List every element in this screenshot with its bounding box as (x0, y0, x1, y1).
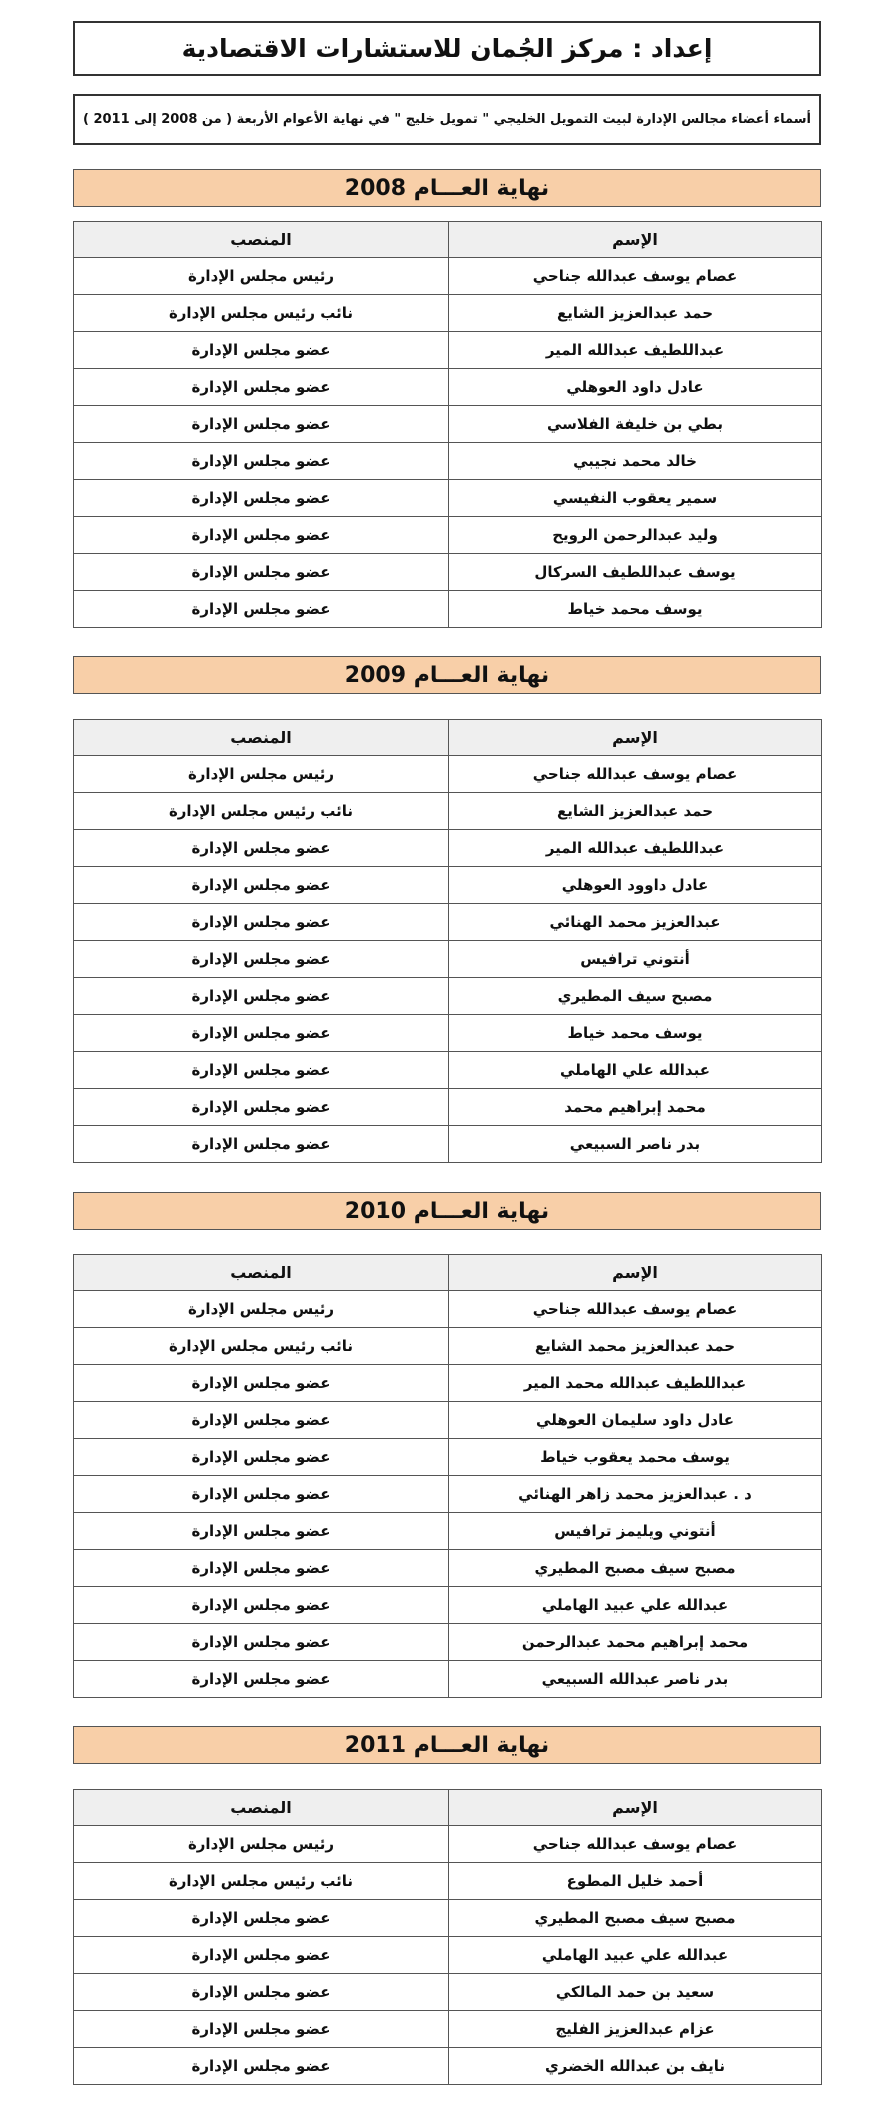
table-row (74, 941, 822, 978)
member-position: عضو مجلس الإدارة (74, 1587, 449, 1624)
member-name: عبدالله علي عبيد الهاملي (449, 1587, 822, 1624)
member-position: عضو مجلس الإدارة (74, 867, 449, 904)
member-name: بطي بن خليفة الفلاسي (449, 406, 822, 443)
member-name: محمد إبراهيم محمد (449, 1089, 822, 1126)
member-position: عضو مجلس الإدارة (74, 1439, 449, 1476)
table-row (74, 1826, 822, 1863)
member-name: بدر ناصر السبيعي (449, 1126, 822, 1163)
year-label-text: نهاية العـــام (413, 1732, 550, 1758)
position-column-header: المنصب (74, 222, 449, 258)
member-name: محمد إبراهيم محمد عبدالرحمن (449, 1624, 822, 1661)
member-position: عضو مجلس الإدارة (74, 591, 449, 628)
table-row (74, 1291, 822, 1328)
board-table-2009 (73, 719, 822, 1163)
year-bar-2011 (73, 1726, 821, 1764)
table-row (74, 1900, 822, 1937)
member-position: نائب رئيس مجلس الإدارة (74, 295, 449, 332)
table-row (74, 1661, 822, 1698)
table-header-row (74, 1790, 822, 1826)
member-position: عضو مجلس الإدارة (74, 1900, 449, 1937)
member-position: عضو مجلس الإدارة (74, 941, 449, 978)
member-name: حمد عبدالعزيز الشايع (449, 295, 822, 332)
position-column-header: المنصب (74, 720, 449, 756)
year-label-text: نهاية العـــام (413, 1198, 550, 1224)
member-position: عضو مجلس الإدارة (74, 1015, 449, 1052)
table-row (74, 1328, 822, 1365)
year-label (345, 1733, 549, 1758)
member-position: نائب رئيس مجلس الإدارة (74, 793, 449, 830)
year-number: 2009 (344, 662, 407, 688)
member-position: عضو مجلس الإدارة (74, 1402, 449, 1439)
position-column-header: المنصب (74, 1790, 449, 1826)
member-position: عضو مجلس الإدارة (74, 1937, 449, 1974)
member-name: يوسف محمد يعقوب خياط (449, 1439, 822, 1476)
table-row (74, 1587, 822, 1624)
member-position: عضو مجلس الإدارة (74, 480, 449, 517)
member-position: عضو مجلس الإدارة (74, 978, 449, 1015)
member-position: عضو مجلس الإدارة (74, 904, 449, 941)
member-position: عضو مجلس الإدارة (74, 1089, 449, 1126)
member-position: عضو مجلس الإدارة (74, 1476, 449, 1513)
board-table-2008 (73, 221, 822, 628)
member-position: رئيس مجلس الإدارة (74, 756, 449, 793)
member-name: عادل داوود العوهلي (449, 867, 822, 904)
table-header-row (74, 720, 822, 756)
table-row (74, 1863, 822, 1900)
year-label (345, 176, 549, 201)
member-name: مصبح سيف المطيري (449, 978, 822, 1015)
year-label (345, 663, 549, 688)
member-name: يوسف محمد خياط (449, 1015, 822, 1052)
member-name: مصبح سيف مصبح المطيري (449, 1550, 822, 1587)
year-number: 2008 (344, 175, 407, 201)
member-name: حمد عبدالعزيز محمد الشايع (449, 1328, 822, 1365)
table-row (74, 793, 822, 830)
member-name: أنتوني ويليمز ترافيس (449, 1513, 822, 1550)
table-row (74, 1089, 822, 1126)
table-row (74, 1126, 822, 1163)
year-label-text: نهاية العـــام (413, 175, 550, 201)
table-row (74, 1402, 822, 1439)
board-table-2011 (73, 1789, 822, 2085)
member-position: رئيس مجلس الإدارة (74, 1826, 449, 1863)
table-row (74, 1513, 822, 1550)
year-number: 2011 (344, 1732, 407, 1758)
member-position: عضو مجلس الإدارة (74, 2048, 449, 2085)
table-row (74, 756, 822, 793)
year-label (345, 1199, 549, 1224)
member-position: عضو مجلس الإدارة (74, 1624, 449, 1661)
member-name: عبدالله علي الهاملي (449, 1052, 822, 1089)
year-number: 2010 (344, 1198, 407, 1224)
member-name: نايف بن عبدالله الخضري (449, 2048, 822, 2085)
member-position: عضو مجلس الإدارة (74, 1661, 449, 1698)
year-bar-2008 (73, 169, 821, 207)
member-name: عزام عبدالعزيز الفليج (449, 2011, 822, 2048)
report-subtitle (73, 94, 821, 145)
table-row (74, 1937, 822, 1974)
member-name: عصام يوسف عبدالله جناحي (449, 756, 822, 793)
table-row (74, 517, 822, 554)
table-row (74, 1015, 822, 1052)
member-name: عبداللطيف عبدالله محمد المير (449, 1365, 822, 1402)
member-name: عصام يوسف عبدالله جناحي (449, 258, 822, 295)
member-name: يوسف محمد خياط (449, 591, 822, 628)
table-row (74, 554, 822, 591)
member-position: عضو مجلس الإدارة (74, 443, 449, 480)
member-position: عضو مجلس الإدارة (74, 1550, 449, 1587)
table-row (74, 443, 822, 480)
table-row (74, 1476, 822, 1513)
member-name: مصبح سيف مصبح المطيري (449, 1900, 822, 1937)
table-row (74, 1052, 822, 1089)
table-row (74, 978, 822, 1015)
member-name: عصام يوسف عبدالله جناحي (449, 1291, 822, 1328)
member-position: نائب رئيس مجلس الإدارة (74, 1863, 449, 1900)
member-position: عضو مجلس الإدارة (74, 1126, 449, 1163)
member-name: يوسف عبداللطيف السركال (449, 554, 822, 591)
member-name: عبداللطيف عبدالله المير (449, 830, 822, 867)
member-position: عضو مجلس الإدارة (74, 830, 449, 867)
table-row (74, 480, 822, 517)
table-row (74, 867, 822, 904)
position-column-header: المنصب (74, 1255, 449, 1291)
table-row (74, 1550, 822, 1587)
member-name: عادل داود العوهلي (449, 369, 822, 406)
table-row (74, 904, 822, 941)
member-position: عضو مجلس الإدارة (74, 369, 449, 406)
member-name: أحمد خليل المطوع (449, 1863, 822, 1900)
table-header-row (74, 1255, 822, 1291)
year-bar-2009 (73, 656, 821, 694)
member-position: عضو مجلس الإدارة (74, 517, 449, 554)
name-column-header: الإسم (449, 1255, 822, 1291)
year-bar-2010 (73, 1192, 821, 1230)
table-row (74, 295, 822, 332)
member-position: عضو مجلس الإدارة (74, 2011, 449, 2048)
member-name: عبدالعزيز محمد الهنائي (449, 904, 822, 941)
member-position: عضو مجلس الإدارة (74, 554, 449, 591)
year-label-text: نهاية العـــام (413, 662, 550, 688)
table-row (74, 1365, 822, 1402)
member-name: عبداللطيف عبدالله المير (449, 332, 822, 369)
member-name: خالد محمد نجيبي (449, 443, 822, 480)
table-row (74, 369, 822, 406)
member-position: عضو مجلس الإدارة (74, 332, 449, 369)
member-position: عضو مجلس الإدارة (74, 1365, 449, 1402)
member-name: حمد عبدالعزيز الشايع (449, 793, 822, 830)
member-name: سمير يعقوب النفيسي (449, 480, 822, 517)
table-row (74, 1624, 822, 1661)
member-name: أنتوني ترافيس (449, 941, 822, 978)
table-row (74, 1439, 822, 1476)
member-position: رئيس مجلس الإدارة (74, 258, 449, 295)
member-position: عضو مجلس الإدارة (74, 406, 449, 443)
table-row (74, 1974, 822, 2011)
member-position: عضو مجلس الإدارة (74, 1974, 449, 2011)
name-column-header: الإسم (449, 720, 822, 756)
member-name: بدر ناصر عبدالله السبيعي (449, 1661, 822, 1698)
table-row (74, 406, 822, 443)
member-name: د . عبدالعزيز محمد زاهر الهنائي (449, 1476, 822, 1513)
table-row (74, 258, 822, 295)
member-position: عضو مجلس الإدارة (74, 1052, 449, 1089)
table-row (74, 332, 822, 369)
report-title-text: إعداد : مركز الجُمان للاستشارات الاقتصادية (181, 34, 713, 63)
member-name: عبدالله علي عبيد الهاملي (449, 1937, 822, 1974)
table-row (74, 2011, 822, 2048)
member-position: نائب رئيس مجلس الإدارة (74, 1328, 449, 1365)
member-name: عصام يوسف عبدالله جناحي (449, 1826, 822, 1863)
board-table-2010 (73, 1254, 822, 1698)
table-header-row (74, 222, 822, 258)
name-column-header: الإسم (449, 222, 822, 258)
member-name: عادل داود سليمان العوهلي (449, 1402, 822, 1439)
member-name: وليد عبدالرحمن الرويح (449, 517, 822, 554)
report-title (73, 21, 821, 76)
member-name: سعيد بن حمد المالكي (449, 1974, 822, 2011)
report-subtitle-text: أسماء أعضاء مجالس الإدارة لبيت التمويل الخليجي " تمويل خليج " في نهاية الأعوام الأربعة ( من 2008 إلى 2011 ) (82, 112, 812, 127)
member-position: رئيس مجلس الإدارة (74, 1291, 449, 1328)
name-column-header: الإسم (449, 1790, 822, 1826)
table-row (74, 2048, 822, 2085)
table-row (74, 830, 822, 867)
table-row (74, 591, 822, 628)
member-position: عضو مجلس الإدارة (74, 1513, 449, 1550)
